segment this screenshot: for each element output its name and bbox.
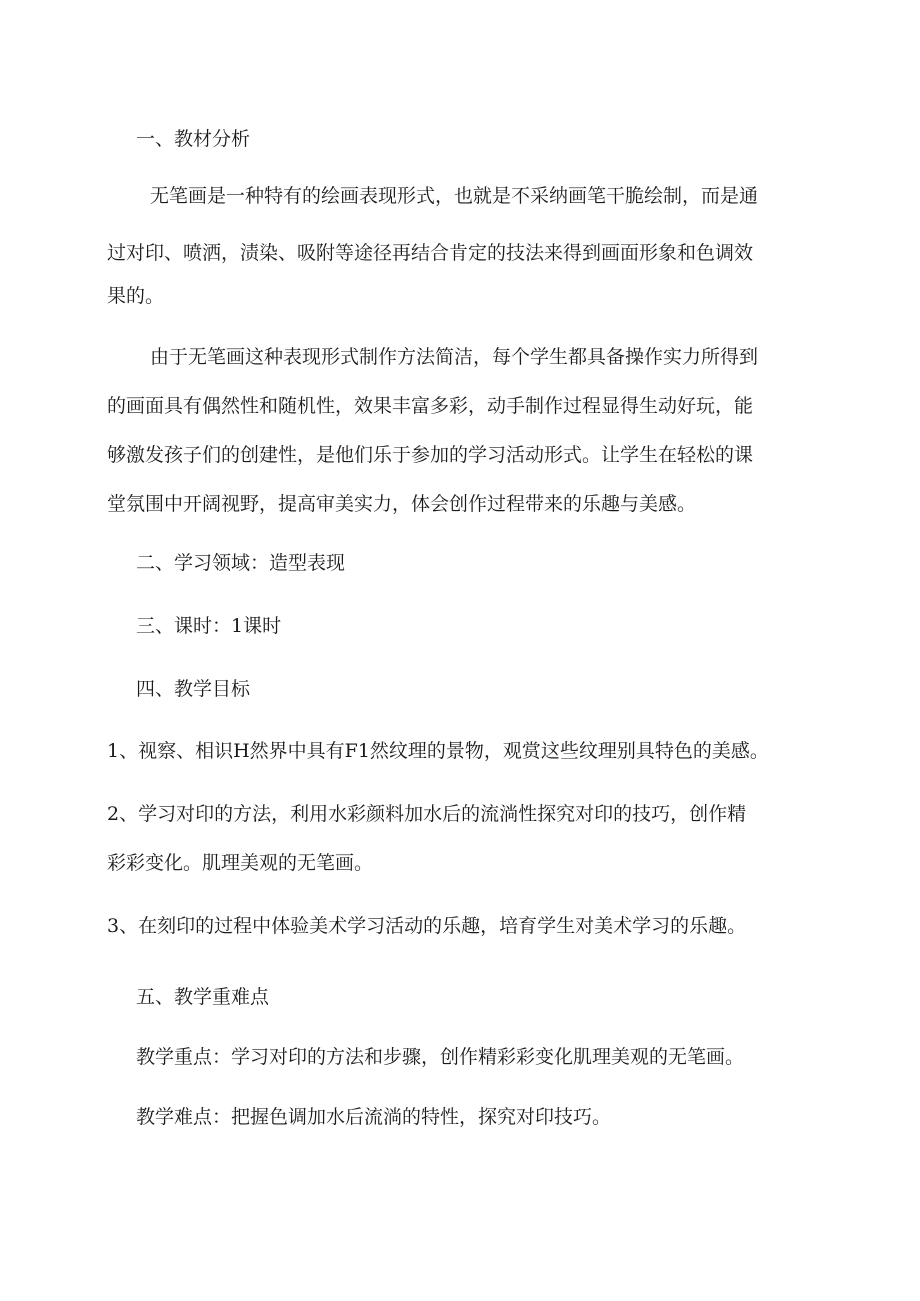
section-heading-class-hours: 三、课时：1课时 — [136, 615, 282, 637]
paragraph-line: 果的。 — [107, 285, 165, 307]
key-point-text: 教学重点：学习对印的方法和步骤，创作精彩彩变化肌理美观的无笔画。 — [136, 1046, 745, 1068]
paragraph-line: 由于无笔画这种表现形式制作方法简洁，每个学生都具备操作实力所得到 — [150, 346, 759, 368]
paragraph-line: 的画面具有偶然性和随机性，效果丰富多彩，动手制作过程显得生动好玩，能 — [107, 395, 754, 417]
section-heading-textbook-analysis: 一、教材分析 — [136, 128, 251, 150]
section-heading-teaching-goals: 四、教学目标 — [136, 678, 251, 700]
difficult-point-text: 教学难点：把握色调加水后流淌的特性，探究对印技巧。 — [136, 1106, 612, 1128]
goal-item-1: 1、视察、相识H然界中具有F1然纹理的景物，观赏这些纹理别具特色的美感。 — [107, 740, 769, 762]
section-heading-learning-area: 二、学习领域：造型表现 — [136, 552, 346, 574]
paragraph-line: 过对印、喷洒，渍染、吸附等途径再结合肯定的技法来得到画面形象和色调效 — [107, 242, 754, 264]
paragraph-line: 无笔画是一种特有的绘画表现形式，也就是不采纳画笔干脆绘制，而是通 — [150, 185, 759, 207]
goal-item-2-line: 2、学习对印的方法，利用水彩颜料加水后的流淌性探究对印的技巧，创作精 — [107, 803, 747, 825]
goal-item-2-line: 彩彩变化。肌理美观的无笔画。 — [107, 852, 374, 874]
paragraph-line: 堂氛围中开阔视野，提高审美实力，体会创作过程带来的乐趣与美感。 — [107, 493, 697, 515]
paragraph-line: 够激发孩子们的创建性，是他们乐于参加的学习活动形式。让学生在轻松的课 — [107, 444, 754, 466]
goal-item-3: 3、在刻印的过程中体验美术学习活动的乐趣，培育学生对美术学习的乐趣。 — [107, 915, 747, 937]
section-heading-key-difficult-points: 五、教学重难点 — [136, 986, 270, 1008]
